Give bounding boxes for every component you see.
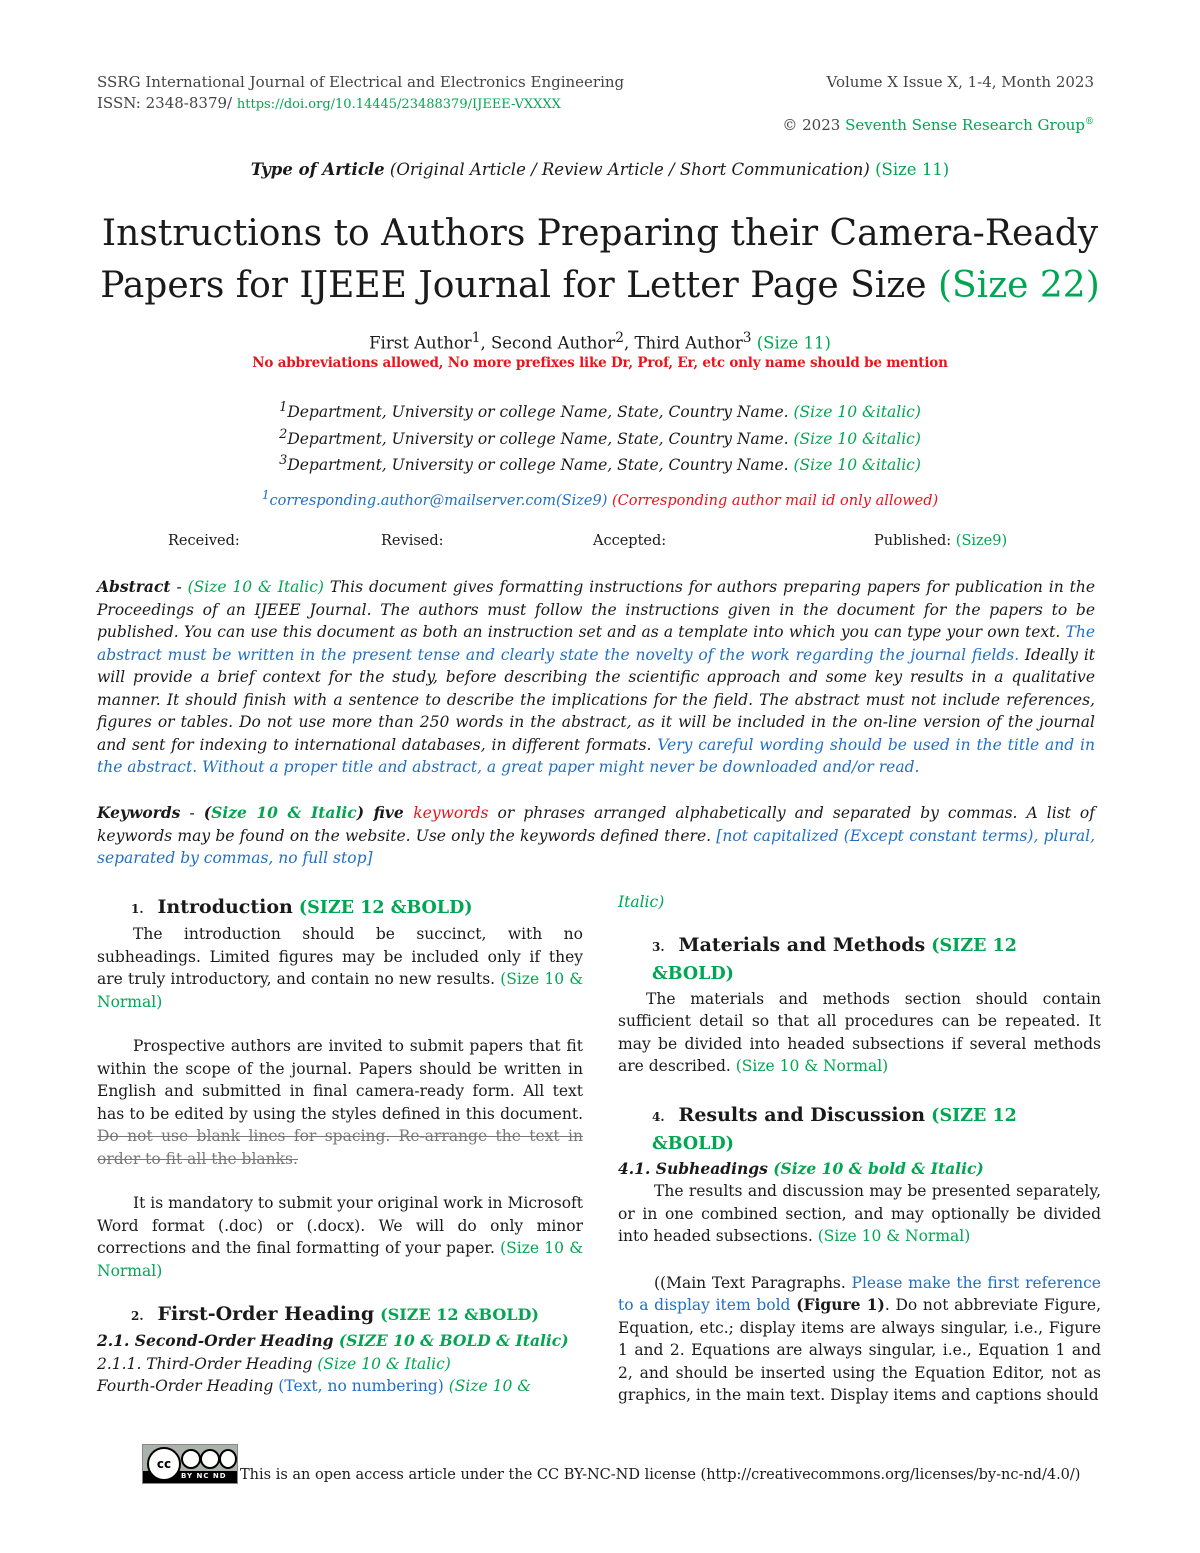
section-4-size-2: &BOLD) [652,1133,734,1154]
section-3-size-2: &BOLD) [652,963,734,984]
fourth-order-size-continued: Italic) [618,893,665,911]
abstract-highlight-2: Very careful wording should be used in the title and in the abstract. Without a proper title and abstract, a great paper might never be downloaded and/or read. [97,735,1095,776]
fourth-order-heading [97,1375,583,1398]
abstract-label: Abstract [97,577,171,596]
section-3-title: Materials and Methods [678,933,926,956]
section-4-title: Results and Discussion [678,1103,926,1126]
section-1-title: Introduction [157,896,293,918]
corresponding-email[interactable]: corresponding.author@mailserver.com(Size9) [269,492,608,509]
keywords-text: or phrases arranged alphabetically and separated by commas. A list of keywords may be found on the website. Use only the keywords defined there. [97,804,1096,845]
subsection-2-1-size: (SIZE 10 & BOLD & Italic) [338,1331,569,1350]
subsection-2-1-title: 2.1. Second-Order Heading [97,1331,334,1350]
main-text-rest: . Do not abbreviate Figure, Equation, etc.; display items are always singular, i.e., Figure 1 and 2. Equations are always singular, i.e., Equation 1 and 2, and should be inserted using the Equation Editor, not as graphics, in the main text. Display items and captions should [618,1296,1101,1404]
corresponding-note: (Corresponding author mail id only allowed) [611,492,939,509]
methods-size: (Size 10 & Normal) [730,1057,889,1075]
abstract-text-1: This document gives formatting instructions for authors preparing papers for publication in the Proceedings of an IJEEE Journal. The authors must follow the instructions given in the document for the papers to be published. You can use this document as both an instruction set and as a template into which you can type your own text. [97,578,1096,641]
section-2-title: First-Order Heading [157,1303,375,1325]
section-1-heading [131,893,583,923]
authors-warning: No abbreviations allowed, No more prefixes like Dr, Prof, Er, etc only name should be mention [252,355,948,371]
article-type [0,160,1200,179]
author-2: Second Author [490,333,616,353]
fourth-order-size: (Size 10 & [448,1377,532,1395]
journal-name: SSRG International Journal of Electrical and Electronics Engineering [97,73,625,91]
section-4-size-1: (SIZE 12 [931,1105,1017,1126]
section-1-number: 1. [131,902,144,916]
title-line-2-text: Papers for IJEEE Journal for Letter Page Size [100,265,927,306]
keywords-paren-close: ) [356,803,365,822]
intro-p1-text: The introduction should be succinct, with no subheadings. Limited figures may be included only if they are truly introductory, and contain no new results. [97,925,583,988]
affiliation-1-text: Department, University or college Name, State, Country Name. [287,403,789,422]
affiliation-3-text: Department, University or college Name, State, Country Name. [287,456,789,475]
affiliation-2-text: Department, University or college Name, State, Country Name. [287,429,789,448]
author-list [0,330,1200,353]
affiliations [0,397,1200,477]
section-3-heading [652,932,1101,988]
article-type-options: (Original Article / Review Article / Short Communication) [389,160,870,179]
intro-paragraph-1 [97,923,583,1013]
keywords-size: Size 10 & Italic [211,803,357,822]
fourth-order-note: (Text, no numbering) [278,1377,444,1395]
abstract-block [97,576,1095,779]
affiliation-3-size: (Size 10 &italic) [793,456,921,475]
issn-label: ISSN: 2348-8379/ [97,94,233,112]
intro-p3-text: It is mandatory to submit your original work in Microsoft Word format (.doc) or (.docx). We will do only minor corrections and the final formatting of your paper. [97,1194,583,1257]
methods-text: The materials and methods section should contain sufficient detail so that all procedures can be repeated. It may be divided into headed subsections if several methods are described. [618,989,1101,1075]
author-1: First Author [369,333,472,353]
affiliation-1-sup: 1 [279,400,288,415]
intro-p2-text: Prospective authors are invited to submit papers that fit within the scope of the journal. Papers should be written in English and submitted in final camera-ready form. All text has to be edited by using the styles defined in this document. [97,1037,583,1123]
title-size: (Size 22) [937,265,1100,306]
affiliation-2-size: (Size 10 &italic) [793,429,921,448]
doi-link[interactable]: https://doi.org/10.14445/23488379/IJEEE-VXXXX [236,97,561,112]
publisher-name: Seventh Sense Research Group [845,116,1085,134]
section-2-heading [131,1300,583,1330]
section-3-size-1: (SIZE 12 [931,935,1017,956]
volume-info: Volume X Issue X, 1-4, Month 2023 [826,73,1094,91]
subsection-2-1-heading [97,1330,583,1353]
intro-p1-size: (Size 10 & Normal) [97,970,583,1011]
keywords-dash: - [180,804,204,822]
intro-paragraph-3 [97,1192,583,1282]
keywords-word: keywords [413,804,489,822]
results-text: The results and discussion may be presented separately, or in one combined section, and may optionally be divided into headed subsections. [618,1182,1101,1245]
authors-size: (Size 11) [756,333,831,353]
author-3-sup: 3 [742,330,752,346]
author-sep: , [480,333,491,353]
subsection-2-1-1-size: (Size 10 & Italic) [317,1354,451,1373]
keywords-highlight: [not capitalized (Except constant terms), plural, separated by commas, no full stop] [97,826,1095,867]
intro-p2-strike: Do not use blank lines for spacing. Re-arrange the text in order to fit all the blanks. [97,1127,583,1168]
author-2-sup: 2 [615,330,624,346]
affiliation-2 [0,424,1200,451]
paper-title [0,208,1200,312]
results-size: (Size 10 & Normal) [812,1227,971,1245]
figure-1-ref: (Figure 1) [796,1295,885,1314]
right-column [618,891,1101,1407]
copyright-year: © 2023 [782,116,841,134]
main-text-paragraph [618,1272,1101,1407]
author-1-sup: 1 [471,330,481,346]
abstract-highlight-1: The abstract must be written in the present tense and clearly state the novelty of the work regarding the journal fields. [97,623,1095,664]
subsection-4-1-heading [618,1158,1101,1181]
intro-p3-size: (Size 10 & Normal) [97,1239,584,1280]
published-label [874,533,1007,549]
received-label: Received: [168,533,240,549]
article-type-size: (Size 11) [875,160,950,179]
intro-paragraph-2 [97,1035,583,1170]
published-text: Published: [874,533,952,549]
main-text-start: ((Main Text Paragraphs. [654,1273,852,1292]
section-4-heading [652,1102,1101,1158]
methods-paragraph [618,988,1101,1078]
registered-mark: ® [1085,117,1094,127]
abstract-text-2: Ideally it will provide a brief context for the study, before describing the scientific approach and some key results in a qualitative manner. It should finish with a sentence to describe the implications for the field. The abstract must not include references, figures or tables. Do not use more than 250 words in the abstract, as it will be included in the on-line version of the journal and sent for indexing to international databases, in different formats. [97,645,1096,754]
affiliation-1-size: (Size 10 &italic) [793,403,921,422]
cc-license-logo[interactable]: cc BY NC ND [142,1444,238,1484]
left-column [97,893,583,1398]
subsection-4-1-size: (Size 10 & bold & Italic) [773,1158,984,1178]
license-link[interactable]: http://creativecommons.org/licenses/by-nc-nd/4.0/ [706,1467,1075,1483]
section-2-size: (SIZE 12 &BOLD) [380,1305,539,1324]
author-sep: , [624,333,635,353]
corresponding-author [0,488,1200,509]
affiliation-3 [0,450,1200,477]
keywords-five: five [364,803,414,822]
affiliation-1 [0,397,1200,424]
published-size: (Size9) [955,533,1008,549]
results-paragraph [618,1180,1101,1248]
title-line-1: Instructions to Authors Preparing their Camera-Ready [101,213,1099,254]
subsection-4-1-title: 4.1. Subheadings [618,1158,768,1178]
issn-line [97,93,561,115]
abstract-size: (Size 10 & Italic) [187,578,324,596]
keywords-block [97,802,1095,870]
keywords-label: Keywords [97,803,181,822]
section-2-number: 2. [131,1309,144,1323]
section-1-size: (SIZE 12 &BOLD) [298,898,473,918]
main-text-highlight: Please make the first reference to a display item bold [618,1273,1101,1314]
license-text [240,1467,1080,1483]
article-type-label: Type of Article [250,160,385,179]
corresponding-sup: 1 [261,488,270,502]
license-close: ) [1074,1467,1081,1483]
fourth-order-title: Fourth-Order Heading [97,1377,274,1395]
cc-logo-text: BY NC ND [181,1472,227,1480]
affiliation-2-sup: 2 [279,426,288,442]
title-line-2 [0,260,1200,312]
abstract-dash: - [170,578,188,596]
keywords-paren-open: ( [203,803,212,822]
author-3: Third Author [634,333,743,353]
subsection-2-1-1-heading [97,1353,583,1376]
section-3-number: 3. [652,939,665,954]
section-4-number: 4. [652,1109,665,1124]
accepted-label: Accepted: [593,533,667,549]
license-statement: This is an open access article under the CC BY-NC-ND license ( [240,1467,707,1483]
subsection-2-1-1-title: 2.1.1. Third-Order Heading [97,1354,313,1373]
affiliation-3-sup: 3 [279,453,288,469]
copyright-line [782,112,1094,135]
revised-label: Revised: [381,533,444,549]
footer [142,1444,1080,1484]
